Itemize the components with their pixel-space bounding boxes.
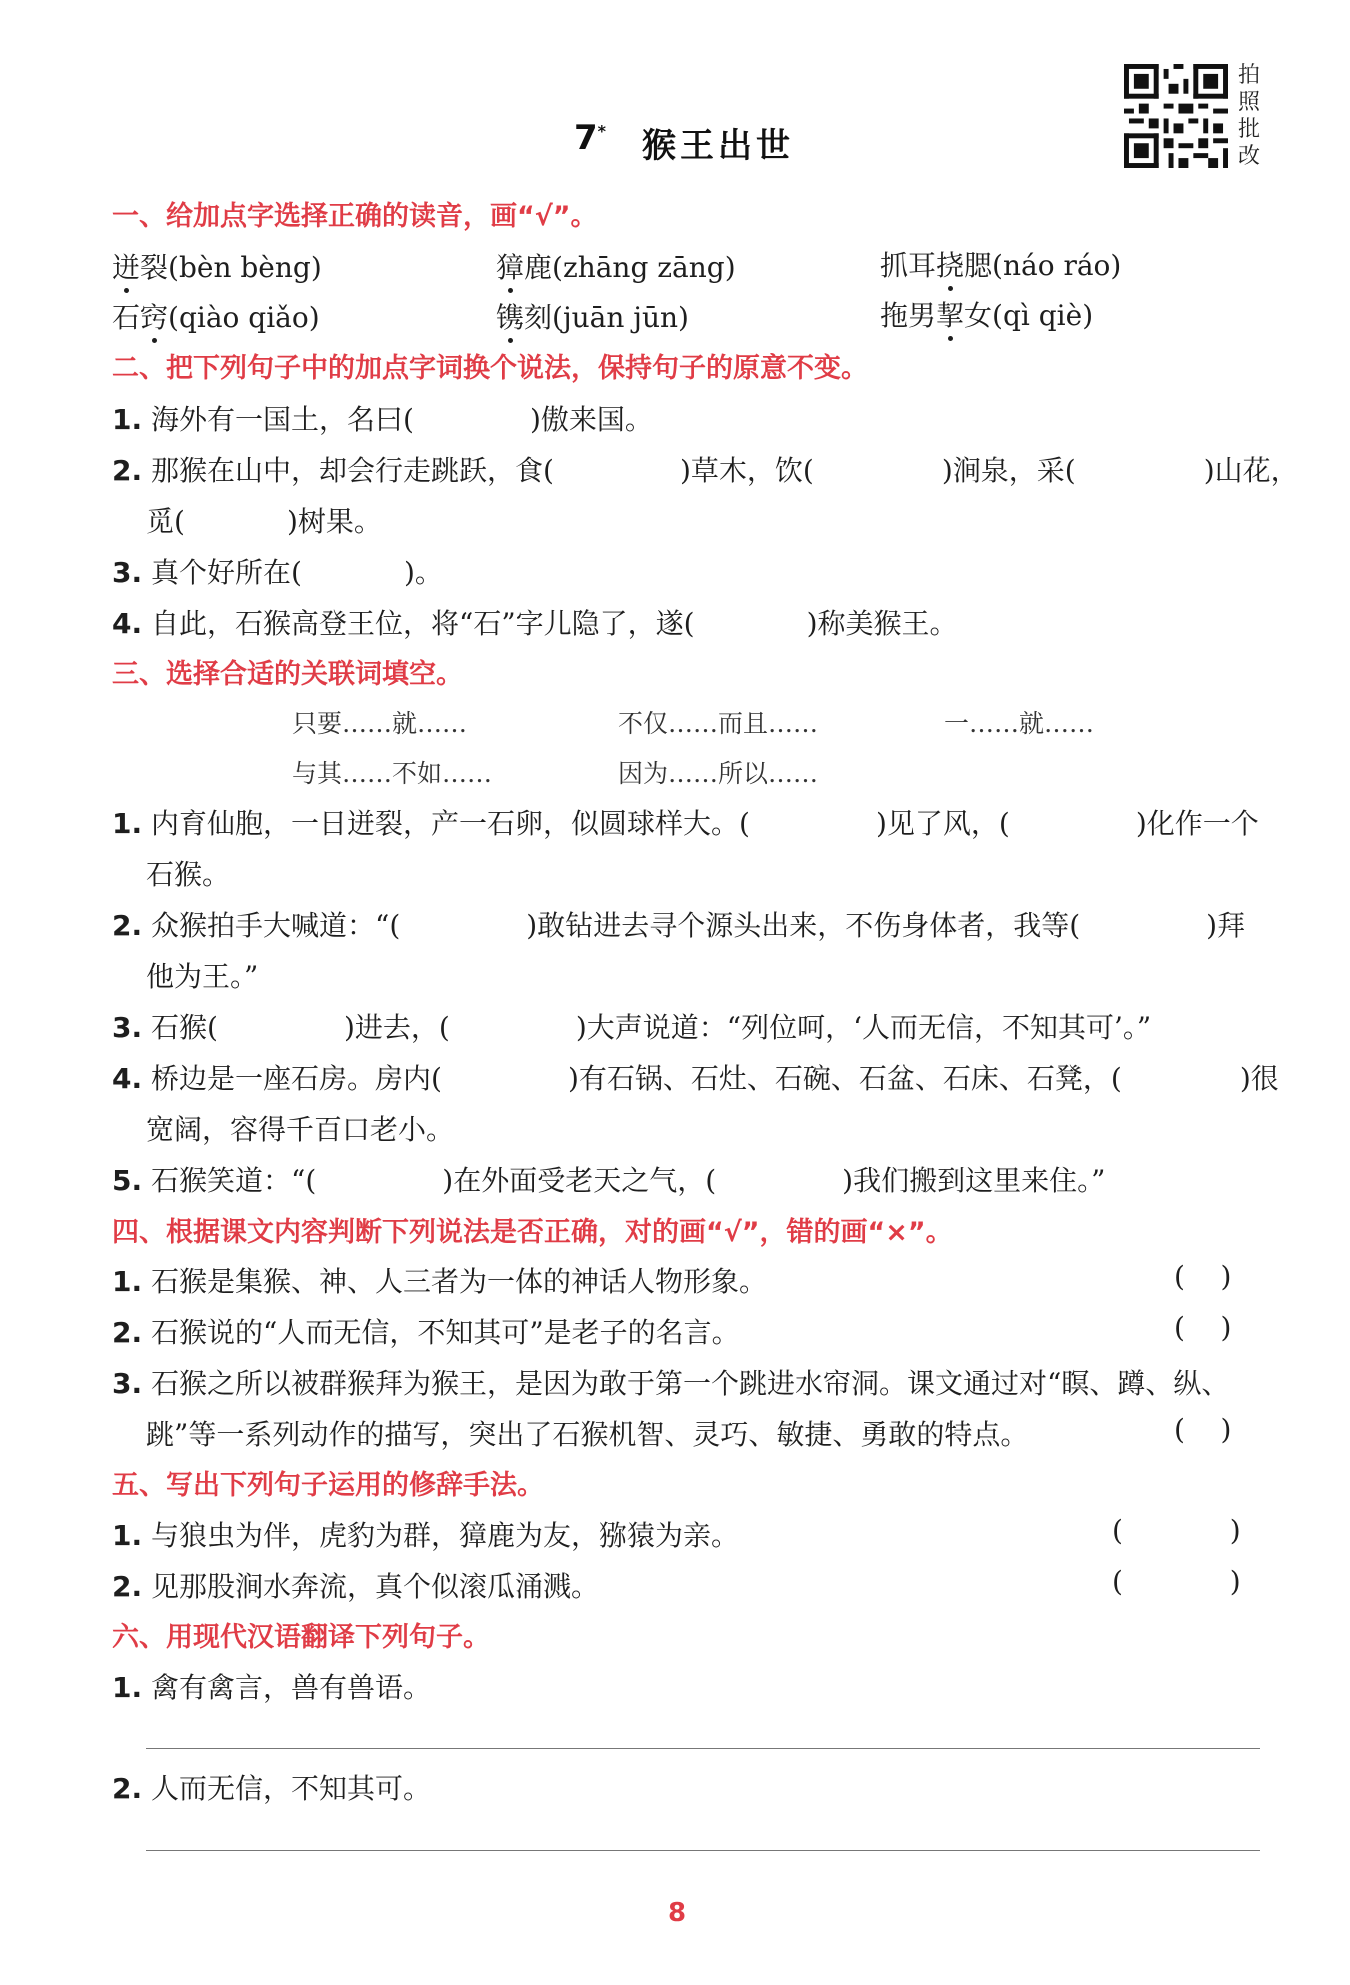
pinyin-item-4[interactable] bbox=[112, 296, 320, 336]
pinyin-item-3[interactable] bbox=[880, 244, 1121, 284]
question-number: 2. bbox=[112, 1316, 143, 1349]
pinyin-options: (qiào qiǎo) bbox=[168, 301, 320, 334]
word: 抓耳挠腮 bbox=[880, 249, 993, 282]
qr-code-icon[interactable] bbox=[1124, 64, 1228, 168]
word: 镌刻 bbox=[496, 301, 553, 334]
section-1-heading: 一、给加点字选择正确的读音，画“√”。 bbox=[112, 201, 598, 232]
text-segment: )见了风，( bbox=[875, 807, 1010, 840]
s6-q1 bbox=[112, 1666, 431, 1706]
question-number: 3. bbox=[112, 1011, 143, 1044]
question-number: 2. bbox=[112, 1570, 143, 1603]
option-3: 一……就…… bbox=[944, 709, 1095, 738]
sentence-text: 禽有禽言，兽有兽语。 bbox=[151, 1671, 432, 1704]
text-segment: )。 bbox=[403, 556, 443, 589]
text-segment: )称美猴王。 bbox=[806, 607, 958, 640]
lesson-number bbox=[574, 118, 606, 158]
statement-text: 石猴说的“人而无信，不知其可”是老子的名言。 bbox=[151, 1316, 740, 1349]
s3-q1-cont: 石猴。 bbox=[146, 858, 231, 891]
text-segment: 那猴在山中，却会行走跳跃，食( bbox=[151, 454, 554, 487]
word: 石窍 bbox=[112, 301, 169, 334]
text-segment: )我们搬到这里来住。” bbox=[842, 1164, 1106, 1197]
question-number: 1. bbox=[112, 1265, 143, 1298]
s3-q2 bbox=[112, 904, 1245, 944]
s2-q2-cont bbox=[146, 500, 382, 540]
text-segment: )树果。 bbox=[286, 505, 382, 538]
s3-q1 bbox=[112, 802, 1259, 842]
question-number: 1. bbox=[112, 807, 143, 840]
pinyin-options: (qì qiè) bbox=[992, 299, 1094, 332]
s3-q3 bbox=[112, 1006, 1151, 1046]
statement-text: 石猴之所以被群猴拜为猴王，是因为敢于第一个跳进水帘洞。课文通过对“瞑、蹲、纵、 bbox=[151, 1367, 1230, 1400]
page-number: 8 bbox=[668, 1898, 687, 1928]
option-1: 只要……就…… bbox=[292, 709, 468, 738]
option-4: 与其……不如…… bbox=[292, 759, 493, 788]
s2-q3 bbox=[112, 551, 443, 591]
page-title: 猴王出世 bbox=[642, 126, 794, 166]
s3-q4 bbox=[112, 1057, 1279, 1097]
option-5: 因为……所以…… bbox=[618, 759, 819, 788]
pinyin-options: (zhāng zāng) bbox=[552, 251, 736, 284]
pinyin-item-6[interactable] bbox=[880, 294, 1093, 334]
text-segment: )傲来国。 bbox=[529, 403, 653, 436]
s5-q2 bbox=[112, 1565, 599, 1605]
text-segment: )很 bbox=[1239, 1062, 1279, 1095]
rhetoric-answer-blank[interactable]: ( ) bbox=[1112, 1565, 1241, 1598]
s2-q2 bbox=[112, 449, 1299, 489]
s3-q4-cont: 宽阔，容得千百口老小。 bbox=[146, 1113, 455, 1146]
pinyin-options: (juān jūn) bbox=[552, 301, 689, 334]
question-number: 3. bbox=[112, 1367, 143, 1400]
judgment-blank[interactable]: ( ) bbox=[1174, 1260, 1232, 1293]
text-segment: )涧泉，采( bbox=[941, 454, 1076, 487]
text-segment: 真个好所在( bbox=[151, 556, 302, 589]
s3-q5 bbox=[112, 1159, 1105, 1199]
word: 拖男挈女 bbox=[880, 299, 993, 332]
question-number: 1. bbox=[112, 403, 143, 436]
word: 迸裂 bbox=[112, 251, 169, 284]
question-number: 3. bbox=[112, 556, 143, 589]
pinyin-options: (náo ráo) bbox=[992, 249, 1122, 282]
s4-q3-cont: 跳”等一系列动作的描写，突出了石猴机智、灵巧、敏捷、勇敢的特点。 bbox=[146, 1418, 1029, 1451]
option-2: 不仅……而且…… bbox=[618, 709, 819, 738]
text-segment: 石猴( bbox=[151, 1011, 218, 1044]
answer-line-2[interactable] bbox=[146, 1850, 1260, 1851]
pinyin-item-5[interactable] bbox=[496, 296, 689, 336]
text-segment: 内育仙胞，一日迸裂，产一石卵，似圆球样大。( bbox=[151, 807, 750, 840]
section-5-heading: 五、写出下列句子运用的修辞手法。 bbox=[112, 1470, 544, 1501]
text-segment: )进去，( bbox=[343, 1011, 450, 1044]
text-segment: 桥边是一座石房。房内( bbox=[151, 1062, 442, 1095]
text-segment: 觅( bbox=[146, 505, 185, 538]
question-number: 2. bbox=[112, 454, 143, 487]
text-segment: 自此，石猴高登王位，将“石”字儿隐了，遂( bbox=[151, 607, 695, 640]
s4-q2 bbox=[112, 1311, 740, 1351]
judgment-blank[interactable]: ( ) bbox=[1174, 1311, 1232, 1344]
s2-q4 bbox=[112, 602, 958, 642]
text-segment: )在外面受老天之气，( bbox=[442, 1164, 717, 1197]
question-number: 2. bbox=[112, 909, 143, 942]
text-segment: )草木，饮( bbox=[679, 454, 814, 487]
section-4-heading: 四、根据课文内容判断下列说法是否正确，对的画“√”，错的画“×”。 bbox=[112, 1217, 953, 1248]
section-6-heading: 六、用现代汉语翻译下列句子。 bbox=[112, 1622, 490, 1653]
question-number: 1. bbox=[112, 1519, 143, 1552]
s4-q1 bbox=[112, 1260, 767, 1300]
pinyin-item-1[interactable] bbox=[112, 246, 322, 286]
question-number: 4. bbox=[112, 1062, 143, 1095]
text-segment: )化作一个 bbox=[1135, 807, 1259, 840]
section-3-heading: 三、选择合适的关联词填空。 bbox=[112, 659, 463, 690]
qr-label: 拍照批改 bbox=[1238, 63, 1261, 169]
rhetoric-answer-blank[interactable]: ( ) bbox=[1112, 1514, 1241, 1547]
text-segment: )大声说道：“列位呵，‘人而无信，不知其可’。” bbox=[575, 1011, 1152, 1044]
text-segment: )有石锅、石灶、石碗、石盆、石床、石凳，( bbox=[567, 1062, 1122, 1095]
s4-q3 bbox=[112, 1362, 1229, 1402]
text-segment: )拜 bbox=[1206, 909, 1246, 942]
question-number: 5. bbox=[112, 1164, 143, 1197]
text-segment: )敢钻进去寻个源头出来，不伤身体者，我等( bbox=[526, 909, 1081, 942]
pinyin-item-2[interactable] bbox=[496, 246, 736, 286]
text-segment: )山花， bbox=[1203, 454, 1299, 487]
sentence-text: 人而无信，不知其可。 bbox=[151, 1772, 432, 1805]
sentence-text: 见那股涧水奔流，真个似滚瓜涌溅。 bbox=[151, 1570, 600, 1603]
s2-q1 bbox=[112, 398, 653, 438]
question-number: 2. bbox=[112, 1772, 143, 1805]
text-segment: 海外有一国土，名曰( bbox=[151, 403, 414, 436]
sentence-text: 与狼虫为伴，虎豹为群，獐鹿为友，猕猿为亲。 bbox=[151, 1519, 740, 1552]
s6-q2 bbox=[112, 1767, 431, 1807]
statement-text: 石猴是集猴、神、人三者为一体的神话人物形象。 bbox=[151, 1265, 768, 1298]
lesson-star: * bbox=[597, 121, 607, 141]
s5-q1 bbox=[112, 1514, 739, 1554]
s3-q2-cont: 他为王。” bbox=[146, 960, 259, 993]
answer-line-1[interactable] bbox=[146, 1748, 1260, 1749]
text-segment: 石猴笑道：“( bbox=[151, 1164, 317, 1197]
lesson-number-text: 7 bbox=[574, 118, 598, 158]
section-2-heading: 二、把下列句子中的加点字词换个说法，保持句子的原意不变。 bbox=[112, 353, 868, 384]
pinyin-options: (bèn bèng) bbox=[168, 251, 322, 284]
word: 獐鹿 bbox=[496, 251, 553, 284]
text-segment: 众猴拍手大喊道：“( bbox=[151, 909, 401, 942]
judgment-blank[interactable]: ( ) bbox=[1174, 1413, 1232, 1446]
question-number: 1. bbox=[112, 1671, 143, 1704]
question-number: 4. bbox=[112, 607, 143, 640]
